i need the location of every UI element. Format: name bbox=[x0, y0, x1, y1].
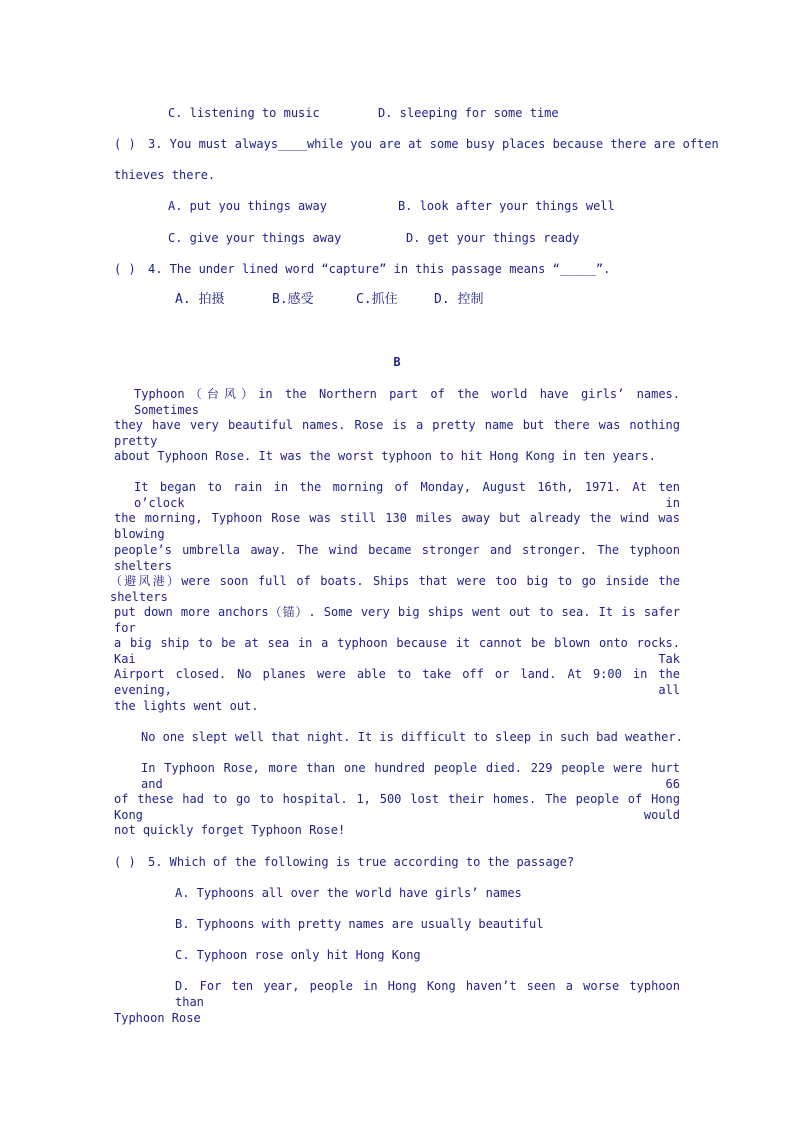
q4-text: 4. The under lined word “capture” in this passage means “_____”. bbox=[148, 262, 611, 276]
paragraph-2-line: a big ship to be at sea in a typhoon because it cannot be blown onto rocks. Kai Tak bbox=[114, 636, 680, 666]
q4-option-a: A. 拍摄 bbox=[175, 292, 225, 307]
paragraph-2-line: （避风港）were soon full of boats. Ships that were too big to go inside the shelters bbox=[110, 574, 680, 604]
q3-text-continued: thieves there. bbox=[114, 168, 216, 182]
q4-question bbox=[114, 261, 680, 277]
q3-option-d: D. get your things ready bbox=[406, 231, 580, 245]
paragraph-2-line: It began to rain in the morning of Monday, August 16th, 1971. At ten o’clock in bbox=[134, 480, 680, 510]
answer-paren: ( ) bbox=[114, 855, 136, 869]
paragraph-2-line: put down more anchors（锚）. Some very big ships went out to sea. It is safer for bbox=[114, 605, 680, 635]
paragraph-1-line: Typhoon（台风）in the Northern part of the world have girls’ names. Sometimes bbox=[134, 387, 680, 417]
paragraph-4-line: not quickly forget Typhoon Rose! bbox=[114, 823, 346, 837]
paragraph-4-line: In Typhoon Rose, more than one hundred people died. 229 people were hurt and 66 bbox=[141, 761, 680, 791]
paragraph-1-line: about Typhoon Rose. It was the worst typhoon to hit Hong Kong in ten years. bbox=[114, 449, 656, 463]
q4-option-d: D. 控制 bbox=[434, 292, 484, 307]
q5-question bbox=[114, 854, 680, 870]
q5-option-b: B. Typhoons with pretty names are usually beautiful bbox=[175, 917, 544, 931]
q3-option-c: C. give your things away bbox=[168, 231, 342, 245]
q4-option-c: C.抓住 bbox=[356, 292, 398, 307]
q4-option-b: B.感受 bbox=[272, 292, 314, 307]
paragraph-2-line: the morning, Typhoon Rose was still 130 miles away but already the wind was blowing bbox=[114, 511, 680, 541]
paragraph-2-line: the lights went out. bbox=[114, 699, 259, 713]
q5-option-d-continued: Typhoon Rose bbox=[114, 1011, 201, 1025]
paragraph-2-line: Airport closed. No planes were able to take off or land. At 9:00 in the evening, all bbox=[114, 667, 680, 697]
paragraph-4-line: of these had to go to hospital. 1, 500 lost their homes. The people of Hong Kong would bbox=[114, 792, 680, 822]
q3-question bbox=[114, 136, 719, 152]
q3-text: 3. You must always____while you are at some busy places because there are often bbox=[148, 137, 719, 151]
q2-option-c: C. listening to music bbox=[168, 106, 320, 120]
answer-paren: ( ) bbox=[114, 137, 136, 151]
paragraph-3: No one slept well that night. It is difficult to sleep in such bad weather. bbox=[141, 730, 683, 744]
q5-option-d: D. For ten year, people in Hong Kong haven’t seen a worse typhoon than bbox=[175, 979, 680, 1009]
q3-option-b: B. look after your things well bbox=[398, 199, 615, 213]
q3-option-a: A. put you things away bbox=[168, 199, 327, 213]
q5-option-c: C. Typhoon rose only hit Hong Kong bbox=[175, 948, 421, 962]
paragraph-1-line: they have very beautiful names. Rose is a pretty name but there was nothing pretty bbox=[114, 418, 680, 448]
answer-paren: ( ) bbox=[114, 262, 136, 276]
q2-option-d: D. sleeping for some time bbox=[378, 106, 559, 120]
paragraph-2-line: people’s umbrella away. The wind became stronger and stronger. The typhoon shelters bbox=[114, 543, 680, 573]
section-heading: B bbox=[393, 355, 401, 369]
q5-text: 5. Which of the following is true according to the passage? bbox=[148, 855, 575, 869]
q5-option-a: A. Typhoons all over the world have girls’ names bbox=[175, 886, 522, 900]
